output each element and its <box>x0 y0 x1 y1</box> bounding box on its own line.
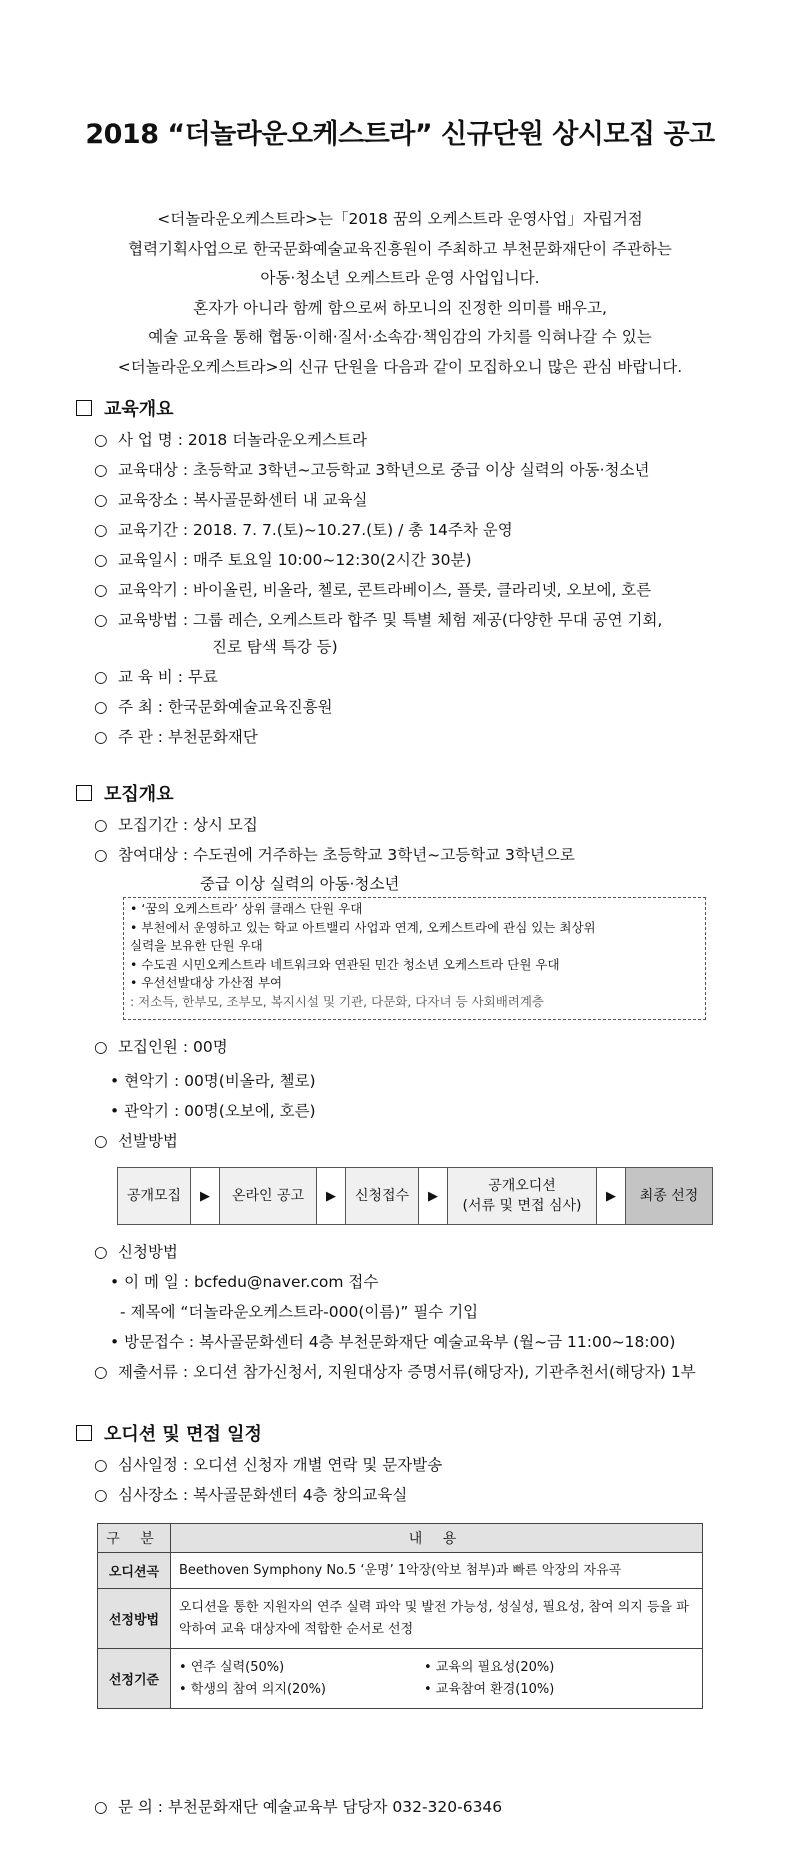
circle-bullet-icon: ○ <box>94 846 108 864</box>
circle-bullet-icon: ○ <box>94 1798 108 1816</box>
row-label: 선정방법 <box>98 1589 171 1649</box>
list-item: ○ 참여대상 : 수도권에 거주하는 초등학교 3학년~고등학교 3학년으로 <box>94 846 575 864</box>
intro-line: 협력기획사업으로 한국문화예술교육진흥원이 주최하고 부천문화재단이 주관하는 <box>128 239 672 258</box>
circle-bullet-icon: ○ <box>94 1243 108 1261</box>
arrow-right-icon: ▶ <box>317 1168 346 1224</box>
flow-step-final-selection: 최종 선정 <box>626 1168 712 1224</box>
flow-step-application: 신청접수 <box>346 1168 419 1224</box>
list-item: ○ 주 최 : 한국문화예술교육진흥원 <box>94 698 333 716</box>
row-content: 오디션을 통한 지원자의 연주 실력 파악 및 발전 가능성, 성실성, 필요성, 참여 의지 등을 파악하여 교육 대상자에 적합한 순서로 선정 <box>171 1589 703 1649</box>
page-title: 2018 “더놀라운오케스트라” 신규단원 상시모집 공고 <box>85 119 715 150</box>
note-line: 실력을 보유한 단원 우대 <box>130 938 263 954</box>
arrow-right-icon: ▶ <box>597 1168 626 1224</box>
list-item: ○ 교 육 비 : 무료 <box>94 668 218 686</box>
circle-bullet-icon: ○ <box>94 1038 108 1056</box>
section-heading-audition: 오디션 및 면접 일정 <box>76 1420 262 1446</box>
intro-line: 혼자가 아니라 함께 함으로써 하모니의 진정한 의미를 배우고, <box>193 298 607 317</box>
note-line: • 수도권 시민오케스트라 네트워크와 연관된 민간 청소년 오케스트라 단원 우대 <box>130 956 560 972</box>
circle-bullet-icon: ○ <box>94 521 108 539</box>
section-heading-recruitment: 모집개요 <box>76 780 174 806</box>
circle-bullet-icon: ○ <box>94 668 108 686</box>
arrow-right-icon: ▶ <box>419 1168 448 1224</box>
circle-bullet-icon: ○ <box>94 461 108 479</box>
criteria-item: • 학생의 참여 의지(20%) <box>179 1681 327 1697</box>
intro-line: <더놀라운오케스트라>의 신규 단원을 다음과 같이 모집하오니 많은 관심 바랍니다. <box>117 357 683 376</box>
note-line: : 저소득, 한부모, 조부모, 복지시설 및 기관, 다문화, 다자녀 등 사회배려계층 <box>130 993 544 1009</box>
list-item: ○ 교육대상 : 초등학교 3학년~고등학교 3학년으로 중급 이상 실력의 아동·청소년 <box>94 461 650 479</box>
table-row <box>98 1553 703 1589</box>
intro-line: 아동·청소년 오케스트라 운영 사업입니다. <box>260 269 540 287</box>
table-header-cell: 내 용 <box>171 1524 703 1553</box>
note-line: • 부천에서 운영하고 있는 학교 아트밸리 사업과 연계, 오케스트라에 관심 있는 최상위 <box>130 919 596 935</box>
table-header-cell: 구 분 <box>98 1524 171 1553</box>
criteria-item: • 연주 실력(50%) <box>179 1659 285 1675</box>
list-item: ○ 교육악기 : 바이올린, 비올라, 첼로, 콘트라베이스, 플룻, 클라리넷, 오보에, 호른 <box>94 581 652 599</box>
flow-step-audition: 공개오디션 (서류 및 면접 심사) <box>448 1168 597 1224</box>
circle-bullet-icon: ○ <box>94 728 108 746</box>
flow-step-open-recruitment: 공개모집 <box>118 1168 191 1224</box>
list-item: ○ 모집인원 : 00명 <box>94 1038 228 1056</box>
list-item: ○ 선발방법 <box>94 1132 178 1150</box>
circle-bullet-icon: ○ <box>94 1456 108 1474</box>
circle-bullet-icon: ○ <box>94 431 108 449</box>
circle-bullet-icon: ○ <box>94 698 108 716</box>
criteria-item: • 교육참여 환경(10%) <box>424 1681 555 1697</box>
list-item-continuation: 진로 탐색 특강 등) <box>212 638 338 656</box>
row-label: 선정기준 <box>98 1649 171 1709</box>
list-item: ○ 주 관 : 부천문화재단 <box>94 728 258 746</box>
table-header-row <box>98 1524 703 1553</box>
arrow-right-icon: ▶ <box>191 1168 220 1224</box>
criteria-item: • 교육의 필요성(20%) <box>424 1659 555 1675</box>
list-item: ○ 교육기간 : 2018. 7. 7.(토)~10.27.(토) / 총 14주차 운영 <box>94 521 513 539</box>
circle-bullet-icon: ○ <box>94 1363 108 1381</box>
dot-bullet-icon: • <box>110 1102 120 1120</box>
selection-process-flow <box>117 1167 713 1225</box>
circle-bullet-icon: ○ <box>94 611 108 629</box>
list-item: ○ 제출서류 : 오디션 참가신청서, 지원대상자 증명서류(해당자), 기관추천서(해당자) 1부 <box>94 1363 696 1381</box>
list-item: ○ 심사일정 : 오디션 신청자 개별 연락 및 문자발송 <box>94 1456 443 1474</box>
circle-bullet-icon: ○ <box>94 1486 108 1504</box>
row-content <box>171 1649 703 1709</box>
list-item: ○ 심사장소 : 복사골문화센터 4층 창의교육실 <box>94 1486 408 1504</box>
circle-bullet-icon: ○ <box>94 551 108 569</box>
row-label: 오디션곡 <box>98 1553 171 1589</box>
flow-step-online-notice: 온라인 공고 <box>220 1168 317 1224</box>
intro-line: 예술 교육을 통해 협동·이해·질서·소속감·책임감의 가치를 익혀나갈 수 있는 <box>148 328 652 346</box>
audition-schedule-table <box>97 1523 703 1709</box>
checkbox-square-icon <box>76 400 92 416</box>
sub-list-item-note: - 제목에 “더놀라운오케스트라-000(이름)” 필수 기입 <box>120 1303 479 1321</box>
checkbox-square-icon <box>76 785 92 801</box>
circle-bullet-icon: ○ <box>94 581 108 599</box>
dot-bullet-icon: • <box>110 1072 120 1090</box>
intro-line: <더놀라운오케스트라>는「2018 꿈의 오케스트라 운영사업」자립거점 <box>157 210 643 228</box>
sub-list-item: • 현악기 : 00명(비올라, 첼로) <box>110 1072 316 1090</box>
note-line: • ‘꿈의 오케스트라’ 상위 클래스 단원 우대 <box>130 901 363 916</box>
list-item: ○ 교육장소 : 복사골문화센터 내 교육실 <box>94 491 368 509</box>
list-item-continuation: 중급 이상 실력의 아동·청소년 <box>200 875 400 893</box>
note-line: • 우선선발대상 가산점 부여 <box>130 975 283 991</box>
row-content: Beethoven Symphony No.5 ‘운명’ 1악장(악보 첨부)과 빠른 악장의 자유곡 <box>171 1553 703 1589</box>
contact-info: ○ 문 의 : 부천문화재단 예술교육부 담당자 032-320-6346 <box>94 1798 503 1816</box>
list-item: ○ 사 업 명 : 2018 더놀라운오케스트라 <box>94 431 367 449</box>
preference-note-box <box>123 897 706 1020</box>
sub-list-item: • 관악기 : 00명(오보에, 호른) <box>110 1102 316 1120</box>
section-heading-education: 교육개요 <box>76 395 174 421</box>
intro-paragraph <box>40 205 760 382</box>
table-row <box>98 1589 703 1649</box>
sub-list-item: • 방문접수 : 복사골문화센터 4층 부천문화재단 예술교육부 (월~금 11:00~18:00) <box>110 1333 676 1351</box>
circle-bullet-icon: ○ <box>94 1132 108 1150</box>
sub-list-item: • 이 메 일 : bcfedu@naver.com 접수 <box>110 1273 379 1291</box>
list-item: ○ 교육방법 : 그룹 레슨, 오케스트라 합주 및 특별 체험 제공(다양한 무대 공연 기회, <box>94 611 663 629</box>
checkbox-square-icon <box>76 1425 92 1441</box>
dot-bullet-icon: • <box>110 1333 120 1351</box>
circle-bullet-icon: ○ <box>94 491 108 509</box>
table-row <box>98 1649 703 1709</box>
list-item: ○ 신청방법 <box>94 1243 178 1261</box>
list-item: ○ 교육일시 : 매주 토요일 10:00~12:30(2시간 30분) <box>94 551 472 569</box>
dot-bullet-icon: • <box>110 1273 120 1291</box>
list-item: ○ 모집기간 : 상시 모집 <box>94 816 258 834</box>
circle-bullet-icon: ○ <box>94 816 108 834</box>
